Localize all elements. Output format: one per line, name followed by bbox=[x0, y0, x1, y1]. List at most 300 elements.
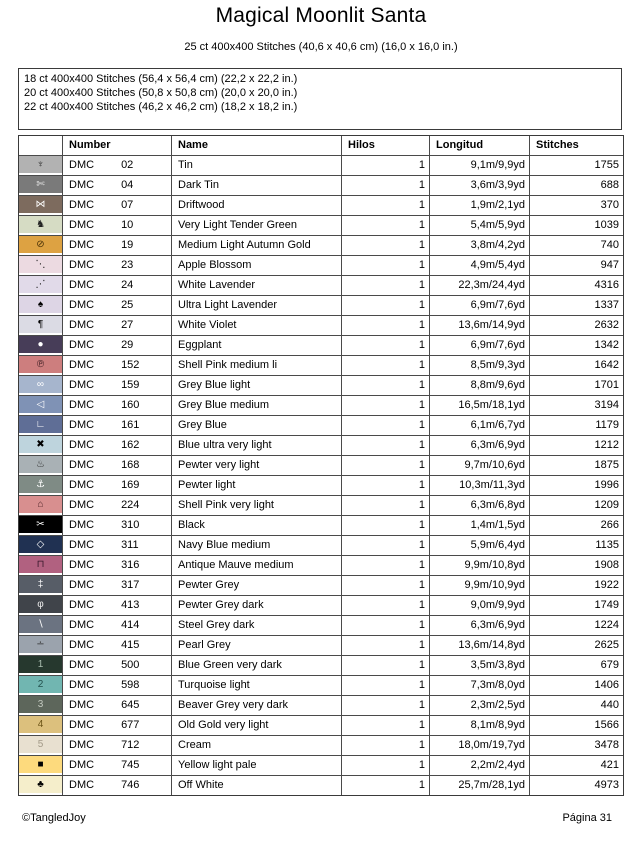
length-value: 6,9m/7,6yd bbox=[430, 296, 530, 315]
number-cell bbox=[63, 656, 172, 675]
symbol-cell bbox=[19, 236, 63, 255]
length-value: 7,3m/8,0yd bbox=[430, 676, 530, 695]
stitch-count-value: 3478 bbox=[594, 739, 619, 751]
thread-name: Beaver Grey very dark bbox=[172, 696, 342, 715]
thread-code: 224 bbox=[121, 499, 140, 511]
brand-label: DMC bbox=[69, 639, 95, 651]
thread-code: 413 bbox=[121, 599, 140, 611]
number-cell bbox=[63, 516, 172, 535]
color-swatch bbox=[19, 416, 62, 433]
length-value: 8,1m/8,9yd bbox=[430, 716, 530, 735]
table-row bbox=[19, 236, 623, 256]
number-cell bbox=[63, 736, 172, 755]
length-value: 8,8m/9,6yd bbox=[430, 376, 530, 395]
stitch-count-value: 2632 bbox=[594, 319, 619, 331]
color-swatch bbox=[19, 536, 62, 553]
length-value: 6,9m/7,6yd bbox=[430, 336, 530, 355]
header-longitud: Longitud bbox=[430, 136, 530, 155]
length-value: 25,7m/28,1yd bbox=[430, 776, 530, 795]
brand-label: DMC bbox=[69, 539, 95, 551]
stitch-count-value: 688 bbox=[600, 179, 619, 191]
number-cell bbox=[63, 496, 172, 515]
number-cell bbox=[63, 756, 172, 775]
brand-label: DMC bbox=[69, 339, 95, 351]
brand-label: DMC bbox=[69, 259, 95, 271]
color-swatch bbox=[19, 356, 62, 373]
header-stitches: Stitches bbox=[536, 139, 579, 151]
table-row bbox=[19, 476, 623, 496]
stitch-symbol-icon: ● bbox=[37, 338, 44, 350]
stitch-symbol-icon: 4 bbox=[37, 718, 44, 730]
stitch-count-value: 740 bbox=[600, 239, 619, 251]
strands-value: 1 bbox=[342, 196, 430, 215]
length-value: 1,9m/2,1yd bbox=[430, 196, 530, 215]
color-swatch bbox=[19, 616, 62, 633]
thread-code: 414 bbox=[121, 619, 140, 631]
thread-name: Dark Tin bbox=[172, 176, 342, 195]
table-row bbox=[19, 356, 623, 376]
length-value: 3,8m/4,2yd bbox=[430, 236, 530, 255]
strands-value: 1 bbox=[342, 276, 430, 295]
strands-value: 1 bbox=[342, 636, 430, 655]
strands-value: 1 bbox=[342, 396, 430, 415]
table-row bbox=[19, 556, 623, 576]
stitch-count-value: 1179 bbox=[595, 419, 619, 431]
color-swatch bbox=[19, 296, 62, 313]
thread-code: 745 bbox=[121, 759, 140, 771]
length-value: 2,2m/2,4yd bbox=[430, 756, 530, 775]
strands-value: 1 bbox=[342, 716, 430, 735]
number-cell bbox=[63, 476, 172, 495]
brand-label: DMC bbox=[69, 519, 95, 531]
length-value: 9,1m/9,9yd bbox=[430, 156, 530, 175]
thread-name: Eggplant bbox=[172, 336, 342, 355]
symbol-cell bbox=[19, 516, 63, 535]
number-cell bbox=[63, 676, 172, 695]
brand-label: DMC bbox=[69, 499, 95, 511]
color-swatch bbox=[19, 396, 62, 413]
strands-value: 1 bbox=[342, 576, 430, 595]
brand-label: DMC bbox=[69, 779, 95, 791]
thread-name: Pewter light bbox=[172, 476, 342, 495]
stitch-symbol-icon: ◇ bbox=[36, 538, 45, 550]
thread-code: 161 bbox=[121, 419, 140, 431]
table-row bbox=[19, 436, 623, 456]
strands-value: 1 bbox=[342, 336, 430, 355]
stitch-count-subtitle: 25 ct 400x400 Stitches (40,6 x 40,6 cm) (16,0 x 16,0 in.) bbox=[184, 41, 458, 53]
number-cell bbox=[63, 396, 172, 415]
color-swatch bbox=[19, 716, 62, 733]
stitch-symbol-icon: ‡ bbox=[37, 578, 44, 590]
stitch-symbol-icon: ℗ bbox=[36, 358, 45, 370]
stitch-count-value: 1566 bbox=[594, 719, 619, 731]
length-value: 6,3m/6,9yd bbox=[430, 616, 530, 635]
stitch-count-value: 1209 bbox=[594, 499, 619, 511]
number-cell bbox=[63, 436, 172, 455]
number-cell bbox=[63, 556, 172, 575]
length-value: 3,6m/3,9yd bbox=[430, 176, 530, 195]
stitch-symbol-icon: ⊘ bbox=[36, 238, 45, 250]
color-swatch bbox=[19, 776, 62, 793]
symbol-cell bbox=[19, 696, 63, 715]
stitch-count-value: 1135 bbox=[595, 539, 619, 551]
stitch-count-value: 1212 bbox=[594, 439, 619, 451]
stitch-symbol-icon: ∟ bbox=[35, 418, 46, 430]
number-cell bbox=[63, 376, 172, 395]
stitch-symbol-icon: φ bbox=[37, 598, 44, 610]
thread-code: 23 bbox=[121, 259, 134, 271]
thread-name: Blue ultra very light bbox=[172, 436, 342, 455]
thread-name: Pearl Grey bbox=[172, 636, 342, 655]
brand-label: DMC bbox=[69, 719, 95, 731]
thread-name: Apple Blossom bbox=[172, 256, 342, 275]
table-row bbox=[19, 396, 623, 416]
strands-value: 1 bbox=[342, 316, 430, 335]
thread-code: 598 bbox=[121, 679, 140, 691]
strands-value: 1 bbox=[342, 556, 430, 575]
header-name: Name bbox=[172, 136, 342, 155]
stitch-count-value: 2625 bbox=[594, 639, 619, 651]
length-value: 8,5m/9,3yd bbox=[430, 356, 530, 375]
thread-code: 169 bbox=[121, 479, 140, 491]
stitch-symbol-icon: ♠ bbox=[37, 298, 44, 310]
stitch-count-value: 266 bbox=[600, 519, 619, 531]
thread-name: Pewter Grey dark bbox=[172, 596, 342, 615]
length-value: 9,9m/10,8yd bbox=[430, 556, 530, 575]
stitch-symbol-icon: 5 bbox=[37, 738, 44, 750]
color-swatch bbox=[19, 636, 62, 653]
thread-name: Off White bbox=[172, 776, 342, 795]
stitch-symbol-icon: ⚓ bbox=[36, 478, 45, 490]
number-cell bbox=[63, 416, 172, 435]
table-row bbox=[19, 196, 623, 216]
thread-code: 645 bbox=[121, 699, 140, 711]
stitch-count-value: 1224 bbox=[594, 619, 619, 631]
color-swatch bbox=[19, 156, 62, 173]
thread-name: White Violet bbox=[172, 316, 342, 335]
thread-code: 25 bbox=[121, 299, 134, 311]
stitch-count-value: 1039 bbox=[594, 219, 619, 231]
table-row bbox=[19, 716, 623, 736]
number-cell bbox=[63, 576, 172, 595]
stitch-count-value: 1755 bbox=[594, 159, 619, 171]
strands-value: 1 bbox=[342, 496, 430, 515]
thread-name: Yellow light pale bbox=[172, 756, 342, 775]
stitch-symbol-icon: ♨ bbox=[36, 458, 45, 470]
number-cell bbox=[63, 696, 172, 715]
stitch-count-value: 1749 bbox=[594, 599, 619, 611]
table-row bbox=[19, 596, 623, 616]
length-value: 5,4m/5,9yd bbox=[430, 216, 530, 235]
thread-code: 168 bbox=[121, 459, 140, 471]
thread-code: 29 bbox=[121, 339, 134, 351]
table-row bbox=[19, 516, 623, 536]
thread-name: Black bbox=[172, 516, 342, 535]
copyright-text: ©TangledJoy bbox=[22, 812, 86, 824]
number-cell bbox=[63, 256, 172, 275]
brand-label: DMC bbox=[69, 739, 95, 751]
info-line: 18 ct 400x400 Stitches (56,4 x 56,4 cm) (22,2 x 22,2 in.) bbox=[24, 73, 298, 85]
thread-name: Turquoise light bbox=[172, 676, 342, 695]
table-header-row bbox=[19, 136, 623, 156]
stitch-count-value: 3194 bbox=[594, 399, 619, 411]
stitch-symbol-icon: ♆ bbox=[36, 158, 45, 170]
color-swatch bbox=[19, 496, 62, 513]
symbol-cell bbox=[19, 196, 63, 215]
thread-code: 677 bbox=[121, 719, 140, 731]
thread-name: Antique Mauve medium bbox=[172, 556, 342, 575]
length-value: 1,4m/1,5yd bbox=[430, 516, 530, 535]
length-value: 6,3m/6,9yd bbox=[430, 436, 530, 455]
thread-code: 746 bbox=[121, 779, 140, 791]
table-row bbox=[19, 616, 623, 636]
thread-code: 04 bbox=[121, 179, 134, 191]
stitch-symbol-icon: ■ bbox=[37, 758, 44, 770]
stitch-symbol-icon: 3 bbox=[37, 698, 44, 710]
strands-value: 1 bbox=[342, 736, 430, 755]
number-cell bbox=[63, 356, 172, 375]
stitch-count-value: 1337 bbox=[594, 299, 619, 311]
thread-name: Pewter very light bbox=[172, 456, 342, 475]
symbol-cell bbox=[19, 156, 63, 175]
thread-code: 07 bbox=[121, 199, 134, 211]
stitch-count-value: 440 bbox=[600, 699, 619, 711]
strands-value: 1 bbox=[342, 376, 430, 395]
color-swatch bbox=[19, 576, 62, 593]
symbol-cell bbox=[19, 436, 63, 455]
thread-name: Very Light Tender Green bbox=[172, 216, 342, 235]
thread-code: 02 bbox=[121, 159, 134, 171]
fabric-count-info-box bbox=[18, 68, 622, 130]
table-row bbox=[19, 176, 623, 196]
symbol-cell bbox=[19, 576, 63, 595]
table-row bbox=[19, 636, 623, 656]
strands-value: 1 bbox=[342, 776, 430, 795]
stitch-symbol-icon: 1 bbox=[37, 658, 44, 670]
length-value: 9,9m/10,9yd bbox=[430, 576, 530, 595]
length-value: 10,3m/11,3yd bbox=[430, 476, 530, 495]
symbol-cell bbox=[19, 676, 63, 695]
brand-label: DMC bbox=[69, 359, 95, 371]
color-swatch bbox=[19, 736, 62, 753]
stitch-count-value: 1996 bbox=[594, 479, 619, 491]
thread-code: 712 bbox=[121, 739, 140, 751]
thread-legend-table bbox=[18, 135, 624, 796]
brand-label: DMC bbox=[69, 619, 95, 631]
strands-value: 1 bbox=[342, 476, 430, 495]
brand-label: DMC bbox=[69, 179, 95, 191]
thread-code: 159 bbox=[121, 379, 140, 391]
symbol-cell bbox=[19, 276, 63, 295]
brand-label: DMC bbox=[69, 439, 95, 451]
number-cell bbox=[63, 236, 172, 255]
number-cell bbox=[63, 776, 172, 795]
brand-label: DMC bbox=[69, 279, 95, 291]
info-line: 22 ct 400x400 Stitches (46,2 x 46,2 cm) (18,2 x 18,2 in.) bbox=[24, 101, 298, 113]
number-cell bbox=[63, 456, 172, 475]
stitch-count-value: 1642 bbox=[594, 359, 619, 371]
brand-label: DMC bbox=[69, 219, 95, 231]
thread-code: 311 bbox=[121, 539, 139, 551]
header-number: Number bbox=[63, 136, 172, 155]
table-row bbox=[19, 776, 623, 795]
brand-label: DMC bbox=[69, 699, 95, 711]
number-cell bbox=[63, 196, 172, 215]
header-symbol bbox=[19, 136, 63, 155]
strands-value: 1 bbox=[342, 756, 430, 775]
length-value: 6,3m/6,8yd bbox=[430, 496, 530, 515]
table-row bbox=[19, 496, 623, 516]
stitch-symbol-icon: ∸ bbox=[36, 638, 45, 650]
table-row bbox=[19, 416, 623, 436]
thread-code: 162 bbox=[121, 439, 140, 451]
strands-value: 1 bbox=[342, 596, 430, 615]
stitch-symbol-icon: ◁ bbox=[36, 398, 45, 410]
symbol-cell bbox=[19, 376, 63, 395]
thread-name: Steel Grey dark bbox=[172, 616, 342, 635]
stitch-symbol-icon: ♞ bbox=[36, 218, 45, 230]
strands-value: 1 bbox=[342, 696, 430, 715]
stitch-symbol-icon: ♣ bbox=[37, 778, 44, 790]
table-row bbox=[19, 256, 623, 276]
color-swatch bbox=[19, 556, 62, 573]
number-cell bbox=[63, 616, 172, 635]
symbol-cell bbox=[19, 456, 63, 475]
thread-name: Grey Blue bbox=[172, 416, 342, 435]
strands-value: 1 bbox=[342, 236, 430, 255]
number-cell bbox=[63, 156, 172, 175]
symbol-cell bbox=[19, 636, 63, 655]
table-row bbox=[19, 156, 623, 176]
table-row bbox=[19, 376, 623, 396]
stitch-count-value: 1342 bbox=[594, 339, 619, 351]
symbol-cell bbox=[19, 776, 63, 795]
length-value: 9,7m/10,6yd bbox=[430, 456, 530, 475]
stitch-symbol-icon: ⋰ bbox=[35, 278, 46, 290]
number-cell bbox=[63, 316, 172, 335]
table-body bbox=[19, 156, 623, 795]
thread-name: White Lavender bbox=[172, 276, 342, 295]
length-value: 4,9m/5,4yd bbox=[430, 256, 530, 275]
brand-label: DMC bbox=[69, 479, 95, 491]
brand-label: DMC bbox=[69, 399, 95, 411]
color-swatch bbox=[19, 276, 62, 293]
thread-name: Driftwood bbox=[172, 196, 342, 215]
stitch-symbol-icon: ✖ bbox=[36, 438, 45, 450]
stitch-symbol-icon: ∖ bbox=[37, 618, 44, 630]
thread-name: Grey Blue medium bbox=[172, 396, 342, 415]
length-value: 2,3m/2,5yd bbox=[430, 696, 530, 715]
symbol-cell bbox=[19, 476, 63, 495]
brand-label: DMC bbox=[69, 299, 95, 311]
stitch-count-value: 1922 bbox=[594, 579, 619, 591]
strands-value: 1 bbox=[342, 436, 430, 455]
stitch-symbol-icon: ✂ bbox=[36, 518, 45, 530]
table-row bbox=[19, 736, 623, 756]
page-title: Magical Moonlit Santa bbox=[215, 4, 427, 27]
stitch-symbol-icon: ✄ bbox=[36, 178, 45, 190]
stitch-count-value: 679 bbox=[600, 659, 619, 671]
length-value: 6,1m/6,7yd bbox=[430, 416, 530, 435]
thread-name: Cream bbox=[172, 736, 342, 755]
color-swatch bbox=[19, 456, 62, 473]
color-swatch bbox=[19, 656, 62, 673]
table-row bbox=[19, 216, 623, 236]
symbol-cell bbox=[19, 756, 63, 775]
color-swatch bbox=[19, 196, 62, 213]
strands-value: 1 bbox=[342, 256, 430, 275]
number-cell bbox=[63, 536, 172, 555]
color-swatch bbox=[19, 696, 62, 713]
symbol-cell bbox=[19, 536, 63, 555]
strands-value: 1 bbox=[342, 216, 430, 235]
strands-value: 1 bbox=[342, 456, 430, 475]
stitch-symbol-icon: ⋈ bbox=[35, 198, 46, 210]
thread-code: 500 bbox=[121, 659, 140, 671]
stitch-count-value: 1875 bbox=[594, 459, 619, 471]
number-cell bbox=[63, 336, 172, 355]
thread-name: Shell Pink medium li bbox=[172, 356, 342, 375]
symbol-cell bbox=[19, 356, 63, 375]
length-value: 13,6m/14,8yd bbox=[430, 636, 530, 655]
thread-code: 160 bbox=[121, 399, 140, 411]
brand-label: DMC bbox=[69, 379, 95, 391]
strands-value: 1 bbox=[342, 296, 430, 315]
symbol-cell bbox=[19, 496, 63, 515]
symbol-cell bbox=[19, 216, 63, 235]
thread-name: Navy Blue medium bbox=[172, 536, 342, 555]
color-swatch bbox=[19, 176, 62, 193]
table-row bbox=[19, 536, 623, 556]
thread-code: 415 bbox=[121, 639, 140, 651]
symbol-cell bbox=[19, 296, 63, 315]
symbol-cell bbox=[19, 556, 63, 575]
table-row bbox=[19, 756, 623, 776]
brand-label: DMC bbox=[69, 459, 95, 471]
thread-name: Blue Green very dark bbox=[172, 656, 342, 675]
color-swatch bbox=[19, 676, 62, 693]
table-row bbox=[19, 576, 623, 596]
length-value: 5,9m/6,4yd bbox=[430, 536, 530, 555]
thread-code: 317 bbox=[121, 579, 140, 591]
stitch-count-value: 421 bbox=[600, 759, 619, 771]
color-swatch bbox=[19, 756, 62, 773]
length-value: 22,3m/24,4yd bbox=[430, 276, 530, 295]
length-value: 13,6m/14,9yd bbox=[430, 316, 530, 335]
brand-label: DMC bbox=[69, 419, 95, 431]
stitch-symbol-icon: ⊓ bbox=[36, 558, 45, 570]
brand-label: DMC bbox=[69, 579, 95, 591]
symbol-cell bbox=[19, 256, 63, 275]
strands-value: 1 bbox=[342, 176, 430, 195]
stitch-count-value: 4316 bbox=[594, 279, 619, 291]
table-row bbox=[19, 276, 623, 296]
thread-code: 27 bbox=[121, 319, 134, 331]
stitch-count-value: 370 bbox=[600, 199, 619, 211]
symbol-cell bbox=[19, 396, 63, 415]
symbol-cell bbox=[19, 616, 63, 635]
color-swatch bbox=[19, 236, 62, 253]
color-swatch bbox=[19, 336, 62, 353]
symbol-cell bbox=[19, 176, 63, 195]
length-value: 9,0m/9,9yd bbox=[430, 596, 530, 615]
number-cell bbox=[63, 636, 172, 655]
brand-label: DMC bbox=[69, 659, 95, 671]
length-value: 18,0m/19,7yd bbox=[430, 736, 530, 755]
color-swatch bbox=[19, 376, 62, 393]
thread-code: 152 bbox=[121, 359, 140, 371]
thread-name: Shell Pink very light bbox=[172, 496, 342, 515]
